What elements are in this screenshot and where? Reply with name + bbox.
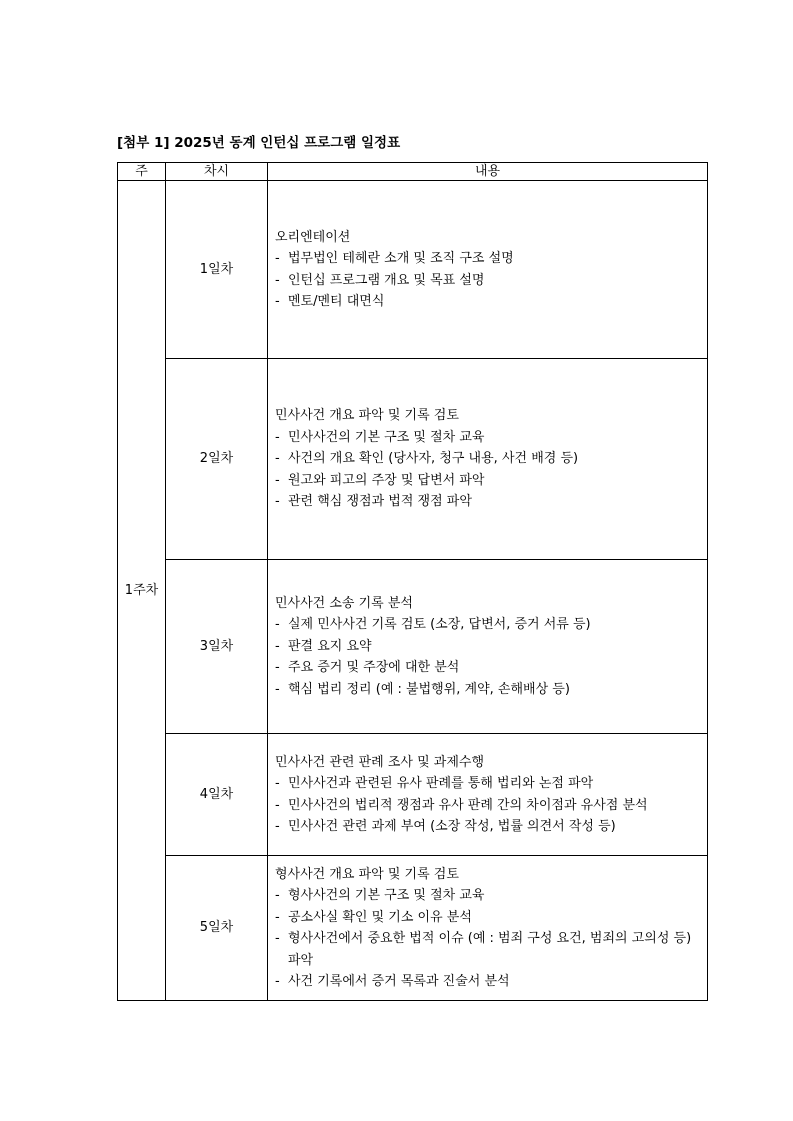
list-item: - 민사사건의 법리적 쟁점과 유사 판례 간의 차이점과 유사점 분석 [275,797,648,813]
list-item: - 원고와 피고의 주장 및 답변서 파악 [275,472,485,488]
table-row [118,856,708,1001]
day-cell: 2일차 [166,359,268,560]
content-list [275,614,701,700]
content-cell [268,181,708,359]
day-cell: 4일차 [166,734,268,856]
content-list [275,885,701,993]
content-heading: 민사사건 관련 판례 조사 및 과제수행 [275,754,485,770]
content-heading: 민사사건 소송 기록 분석 [275,595,413,611]
content-cell [268,856,708,1001]
list-item: - 민사사건과 관련된 유사 판례를 통해 법리와 논점 파악 [275,776,594,791]
content-heading: 형사사건 개요 파악 및 기록 검토 [275,866,459,882]
list-item: - 형사사건의 기본 구조 및 절차 교육 [275,888,485,903]
list-item: - 사건의 개요 확인 (당사자, 청구 내용, 사건 배경 등) [275,451,579,467]
list-item: - 멘토/멘티 대면식 [275,294,385,309]
list-item: - 핵심 법리 정리 (예 : 불법행위, 계약, 손해배상 등) [275,681,570,697]
content-cell [268,734,708,856]
list-item: - 형사사건에서 중요한 법적 이슈 (예 : 범죄 구성 요건, 범죄의 고의성 등) 파악 [275,931,692,968]
list-item: - 주요 증거 및 주장에 대한 분석 [275,660,460,676]
content-list [275,773,701,838]
day-cell: 1일차 [166,181,268,359]
day-cell: 3일차 [166,560,268,734]
table-row [118,560,708,734]
list-item: - 인턴십 프로그램 개요 및 목표 설명 [275,272,485,288]
header-week: 주 [118,163,166,181]
content-list [275,427,701,513]
table-row [118,359,708,560]
day-cell: 5일차 [166,856,268,1001]
list-item: - 사건 기록에서 증거 목록과 진술서 분석 [275,974,510,989]
list-item: - 관련 핵심 쟁점과 법적 쟁점 파악 [275,494,472,510]
content-cell [268,359,708,560]
list-item: - 법무법인 테헤란 소개 및 조직 구조 설명 [275,251,514,266]
content-list [275,248,701,313]
header-session: 차시 [166,163,268,181]
list-item: - 판결 요지 요약 [275,638,372,654]
list-item: - 공소사실 확인 및 기소 이유 분석 [275,909,472,925]
week-cell: 1주차 [118,181,166,1001]
table-header-row [118,163,708,181]
document-title: [첨부 1] 2025년 동계 인턴십 프로그램 일정표 [117,135,401,151]
list-item: - 민사사건 관련 과제 부여 (소장 작성, 법률 의견서 작성 등) [275,819,616,834]
content-heading: 민사사건 개요 파악 및 기록 검토 [275,408,459,424]
table-row [118,181,708,359]
list-item: - 실제 민사사건 기록 검토 (소장, 답변서, 증거 서류 등) [275,617,591,633]
content-heading: 오리엔테이션 [275,229,351,245]
schedule-table [117,162,708,1001]
header-content: 내용 [268,163,708,181]
content-cell [268,560,708,734]
list-item: - 민사사건의 기본 구조 및 절차 교육 [275,429,485,445]
table-row [118,734,708,856]
